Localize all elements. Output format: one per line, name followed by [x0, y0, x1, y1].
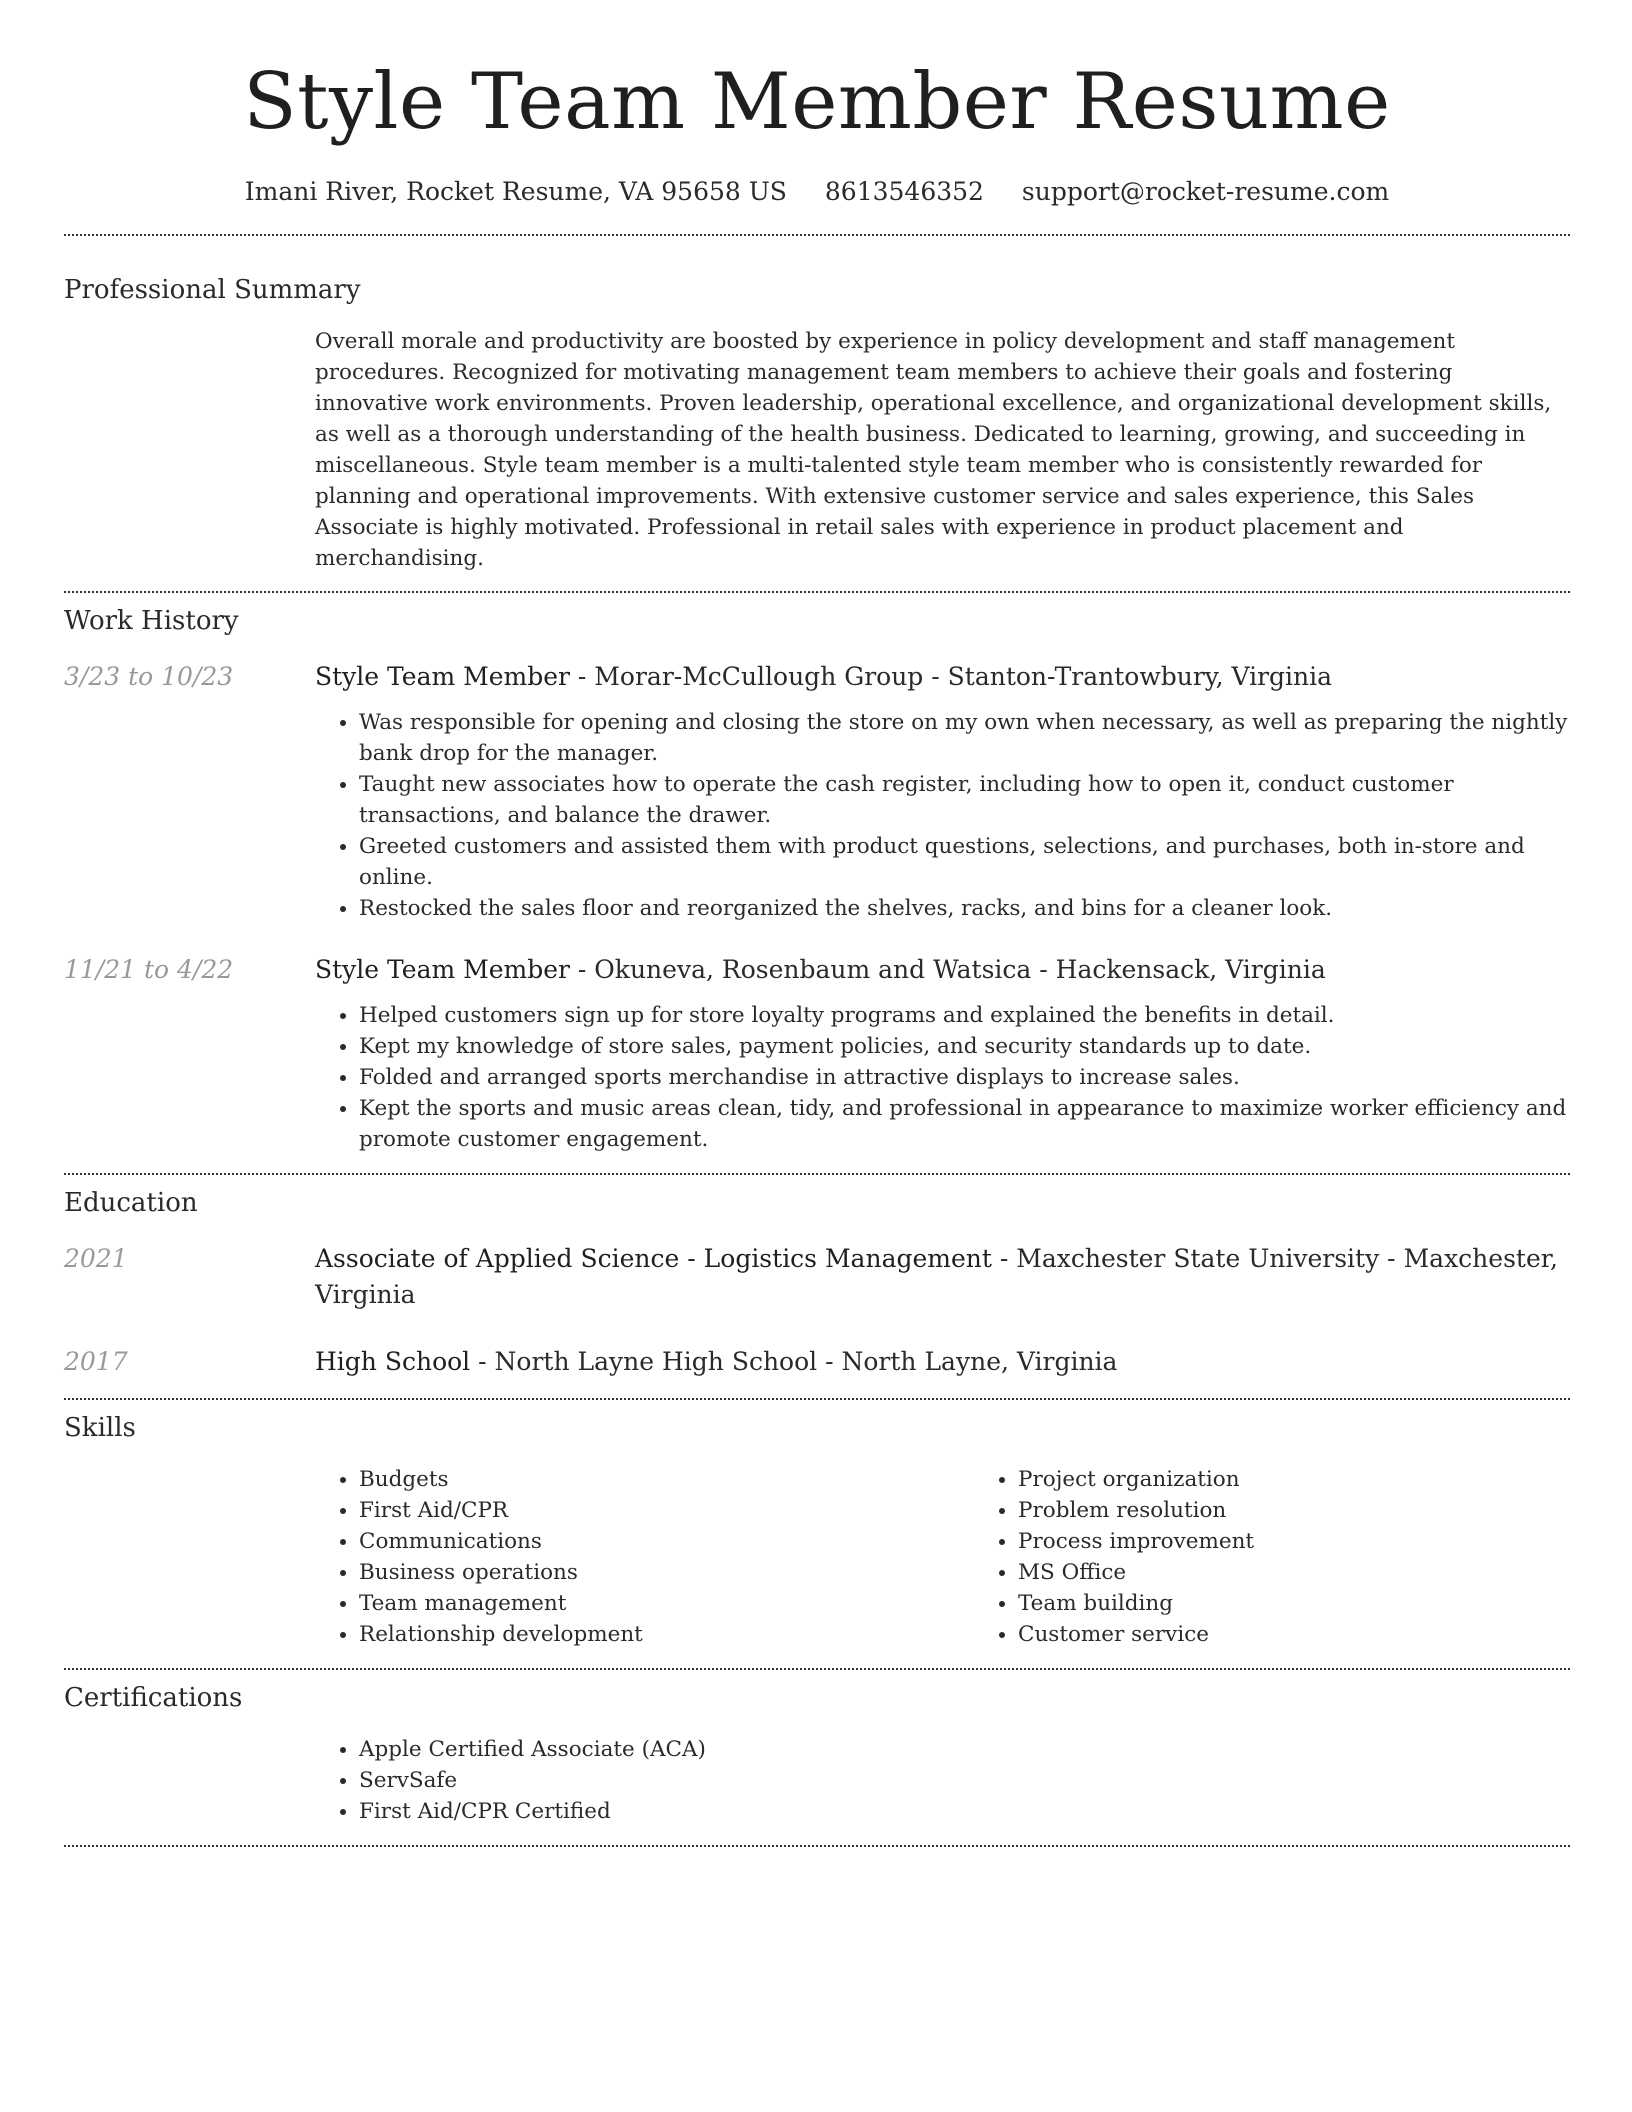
job-bullets [315, 707, 1570, 924]
list-item: • Kept the sports and music areas clean, tidy, and professional in appearance to maximize worker efficiency and promote customer engagement. [359, 1093, 1570, 1155]
list-item: • Greeted customers and assisted them with product questions, selections, and purchases, both in-store and online. [359, 831, 1570, 893]
list-item: • First Aid/CPR [359, 1495, 974, 1526]
list-item: • Helped customers sign up for store loyalty programs and explained the benefits in detail. [359, 1000, 1570, 1031]
work-heading: Work History [64, 606, 239, 636]
list-item: • Taught new associates how to operate the cash register, including how to open it, conduct customer transactions, and balance the drawer. [359, 769, 1570, 831]
list-item: • First Aid/CPR Certified [359, 1796, 1570, 1827]
education-section [64, 1185, 1570, 1380]
list-item: • Team building [1018, 1588, 1632, 1619]
education-year: 2017 [64, 1347, 128, 1376]
education-year: 2021 [64, 1244, 128, 1273]
summary-spacer [64, 326, 315, 574]
list-item: • Problem resolution [1018, 1495, 1632, 1526]
list-item: • Apple Certified Associate (ACA) [359, 1734, 1570, 1765]
job-company: - Morar-McCullough Group - Stanton-Trantowbury, Virginia [569, 662, 1333, 691]
list-item: • Relationship development [359, 1619, 974, 1650]
list-item: • Customer service [1018, 1619, 1632, 1650]
list-item: • ServSafe [359, 1765, 1570, 1796]
education-heading-line [315, 1344, 1570, 1380]
certifications-list [315, 1734, 1570, 1827]
contact-email: support@rocket-resume.com [1021, 177, 1390, 206]
summary-section [64, 272, 1570, 574]
education-school: - Maxchester State University - Maxchester, Virginia [315, 1244, 1558, 1309]
section-divider [64, 1398, 1570, 1400]
summary-text: Overall morale and productivity are boosted by experience in policy development and staff management procedures. Recognized for motivating management team members to achieve their goals and fostering innovative work environments. Proven leadership, operational excellence, and organizational development skills, as well as a thorough understanding of the health business. Dedicated to learning, growing, and succeeding in miscellaneous. Style team member is a multi-talented style team member who is consistently rewarded for planning and operational improvements. With extensive customer service and sales experience, this Sales Associate is highly motivated. Professional in retail sales with experience in product placement and merchandising. [315, 329, 1552, 571]
education-heading: Education [64, 1188, 198, 1218]
section-divider [64, 591, 1570, 593]
job-heading [315, 659, 1570, 695]
skills-section [64, 1410, 1570, 1650]
section-divider [64, 1173, 1570, 1175]
list-item: • Project organization [1018, 1464, 1632, 1495]
education-heading-line [315, 1241, 1570, 1313]
skills-list-left [315, 1464, 974, 1650]
list-item: • Team management [359, 1588, 974, 1619]
education-degree: Associate of Applied Science - Logistics Management [315, 1244, 992, 1273]
job-entry [64, 952, 1570, 1155]
list-item: • Was responsible for opening and closing the store on my own when necessary, as well as preparing the nightly bank drop for the manager. [359, 707, 1570, 769]
education-entry [64, 1241, 1570, 1313]
certifications-section [64, 1680, 1570, 1827]
job-entry [64, 659, 1570, 924]
education-school: - North Layne High School - North Layne, Virginia [470, 1347, 1118, 1376]
list-item: • Communications [359, 1526, 974, 1557]
list-item: • Budgets [359, 1464, 974, 1495]
job-bullets [315, 1000, 1570, 1155]
job-dates: 3/23 to 10/23 [64, 662, 234, 691]
job-title: Style Team Member [315, 955, 570, 984]
contact-phone: 8613546352 [824, 177, 984, 206]
contact-line [64, 172, 1570, 212]
summary-heading: Professional Summary [64, 275, 361, 305]
education-entry [64, 1344, 1570, 1380]
job-company: - Okuneva, Rosenbaum and Watsica - Hackensack, Virginia [569, 955, 1326, 984]
job-dates: 11/21 to 4/22 [64, 955, 234, 984]
list-item: • Business operations [359, 1557, 974, 1588]
resume-page [64, 0, 1570, 1847]
job-title: Style Team Member [315, 662, 570, 691]
resume-title: Style Team Member Resume [243, 57, 1391, 147]
work-section [64, 603, 1570, 1155]
skills-heading: Skills [64, 1413, 136, 1443]
list-item: • Restocked the sales floor and reorganized the shelves, racks, and bins for a cleaner look. [359, 893, 1570, 924]
list-item: • Kept my knowledge of store sales, payment policies, and security standards up to date. [359, 1031, 1570, 1062]
section-divider [64, 1845, 1570, 1847]
list-item: • MS Office [1018, 1557, 1632, 1588]
section-divider [64, 234, 1570, 236]
certifications-heading: Certifications [64, 1683, 243, 1713]
list-item: • Process improvement [1018, 1526, 1632, 1557]
education-degree: High School [315, 1347, 471, 1376]
list-item: • Folded and arranged sports merchandise in attractive displays to increase sales. [359, 1062, 1570, 1093]
job-heading [315, 952, 1570, 988]
skills-list-right [974, 1464, 1632, 1650]
section-divider [64, 1668, 1570, 1670]
contact-address: Imani River, Rocket Resume, VA 95658 US [244, 177, 787, 206]
